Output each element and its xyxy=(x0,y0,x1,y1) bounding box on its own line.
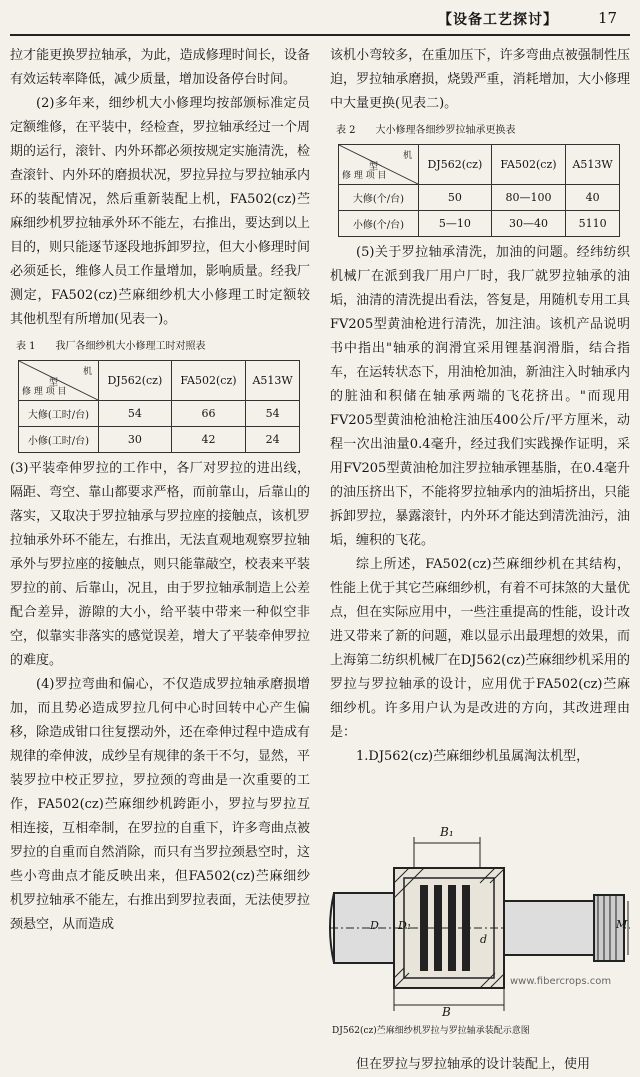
right-column xyxy=(330,44,630,1072)
column-header: DJ562(cz) xyxy=(419,145,492,185)
page-number: 17 xyxy=(598,9,618,27)
corner-label-top: 机 xyxy=(82,367,92,377)
row-label: 大修(个/台) xyxy=(339,185,419,211)
table-row xyxy=(339,211,620,237)
table-cell: 54 xyxy=(99,401,172,427)
table-row xyxy=(19,427,300,453)
label-b: B xyxy=(442,1005,451,1019)
label-d-small: d xyxy=(480,933,488,946)
table-2-caption: 表 2 大小修理各细纱罗拉轴承更换表 xyxy=(336,125,516,136)
table-2-corner-cell xyxy=(339,145,419,185)
left-paragraph-1: 拉才能更换罗拉轴承，为此，造成修理时间长，设备有效运转率降低，减少质量，增加设备停台时间。 xyxy=(10,48,310,87)
table-cell: 24 xyxy=(246,427,300,453)
table-cell: 5—10 xyxy=(419,211,492,237)
column-header: FA502(cz) xyxy=(171,361,246,401)
table-cell: 80—100 xyxy=(491,185,566,211)
right-paragraph-2: (5)关于罗拉轴承清洗，加油的问题。经纬纺织机械厂在派到我厂用户厂时，我厂就罗拉轴承的油垢，油清的清洗提出看法，答复是，用随机专用工具FV205型黄油枪进行清洗，加注油。该机产品说明书中指出"轴承的润滑宜采用锂基润滑脂，结合指车，在运转状态下，用油枪加油，新油注入时轴承内的脏油和积储在轴承两端的飞花挤出。"而现用FV205型黄油枪油枪注油压400公斤/平方厘米，动程一次出油量0.4毫升，经过我们实践操作证明，采用FV205型黄油枪加注罗拉轴承锂基脂，在0.4毫升的油压挤出下，不能将罗拉轴承内的油垢挤出，只能拆卸罗拉，暴露滚针，内外环才能达到清洗油污，油垢，缠积的飞花。 xyxy=(330,245,630,548)
header-rule xyxy=(10,34,630,36)
right-paragraph-3: 综上所述，FA502(cz)苎麻细纱机在其结构，性能上优于其它苎麻细纱机，有着不可抹煞的大量优点，但在实际应用中，一些注重提高的性能，设计改进又带来了新的问题，难以显示出最理想的效果，而上海第二纺织机械厂在DJ562(cz)苎麻细纱机采用的罗拉与罗拉轴承的设计，应用优于FA502(cz)苎麻细纱机。许多用户认为是改进的方向，其改进理由是： xyxy=(330,557,630,740)
table-cell: 42 xyxy=(171,427,246,453)
table-cell: 66 xyxy=(171,401,246,427)
table-1-corner-cell xyxy=(19,361,99,401)
row-label: 大修(工时/台) xyxy=(19,401,99,427)
label-d1: D₁ xyxy=(398,919,412,932)
corner-label-bottom: 修 理 项 目 xyxy=(22,387,67,397)
column-header: FA502(cz) xyxy=(491,145,566,185)
column-header: A513W xyxy=(566,145,620,185)
corner-label-mid: 型 xyxy=(369,162,379,172)
table-cell: 30 xyxy=(99,427,172,453)
table-row xyxy=(339,185,620,211)
corner-label-top: 机 xyxy=(402,151,412,161)
table-1 xyxy=(18,360,300,453)
corner-label-bottom: 修 理 项 目 xyxy=(342,171,387,181)
table-cell: 5110 xyxy=(566,211,620,237)
figure-caption: DJ562(cz)苎麻细纱机罗拉与罗拉轴承装配示意图 xyxy=(332,1026,530,1036)
right-paragraph-4: 1.DJ562(cz)苎麻细纱机虽属淘汰机型， xyxy=(356,749,590,764)
label-b1: B₁ xyxy=(440,825,454,839)
column-header: A513W xyxy=(246,361,300,401)
left-paragraph-2: (2)多年来，细纱机大小修理均按部颁标准定员定额维修，在平装中，经检查，罗拉轴承经过一个周期的运行，滚针、内外环都必须按规定实施清洗，检查滚针、内外环的磨损状况，罗拉异拉与罗拉轴承内环的装配情况，然后重新装配上机，FA502(cz)苎麻细纱机罗拉轴承外环不能左，右推出，要达到以上目的，则只能逐节逐段地拆卸罗拉，但大小修理时间必须延长，维修人员工作量增加，影响质量。经我厂测定，FA502(cz)苎麻细纱机大小修理工时定额较其他机型有所增加(见表一)。 xyxy=(10,96,310,327)
corner-label-mid: 型 xyxy=(49,378,59,388)
section-title: 【设备工艺探讨】 xyxy=(438,12,558,28)
right-paragraph-1: 该机小弯较多，在重加压下，许多弯曲点被强制性压迫，罗拉轴承磨损，烧毁严重，消耗增加，大小修理中大量更换(见表二)。 xyxy=(330,48,630,111)
table-cell: 40 xyxy=(566,185,620,211)
label-m: M xyxy=(616,918,628,931)
left-paragraph-3: (3)平装牵伸罗拉的工作中，各厂对罗拉的进出线，隔距、弯空、靠山都要求严格，而前靠山，后靠山的落实，又取决于罗拉轴承与罗拉座的接触点，该机罗拉轴承外环不能左，右推出，无法直观地观察罗拉轴承外与罗拉座的接触点，则只能靠敲空，校表来平装罗拉的前、后靠山，况且，由于罗拉轴承制造上公差配合差异，游隙的大小，给平装中带来一种似空非空，似靠实非落实的感觉误差，增大了平装牵伸罗拉的难度。 xyxy=(10,461,310,668)
row-label: 小修(工时/台) xyxy=(19,427,99,453)
table-cell: 50 xyxy=(419,185,492,211)
page-header xyxy=(0,6,640,30)
right-paragraph-5: 但在罗拉与罗拉轴承的设计装配上，使用 xyxy=(356,1057,591,1072)
table-cell: 30—40 xyxy=(491,211,566,237)
table-1-header-row xyxy=(19,361,300,401)
left-paragraph-4: (4)罗拉弯曲和偏心，不仅造成罗拉轴承磨损增加，而且势必造成罗拉几何中心时回转中心产生偏移，除造成钳口往复摆动外，还在牵伸过程中造成有规律的牵伸波，成纱呈有规律的条干不匀，显然，平装罗拉中校正罗拉，罗拉颈的弯曲是一次重要的工作，FA502(cz)苎麻细纱机跨距小，罗拉与罗拉互相连接，互相牵制，在罗拉的自重下，许多弯曲点被罗拉的自重而自然消除，而只有当罗拉颈悬空时，这些小弯曲点才能反映出来，但FA502(cz)苎麻细纱机罗拉轴承不能左，右推出到罗拉表面，无法使罗拉颈悬空，从而造成 xyxy=(10,677,310,932)
table-cell: 54 xyxy=(246,401,300,427)
table-1-caption: 表 1 我厂各细纱机大小修理工时对照表 xyxy=(16,341,206,352)
table-row xyxy=(19,401,300,427)
roller-bearing-figure xyxy=(330,773,630,1053)
left-column xyxy=(10,44,310,994)
watermark-text: www.fibercrops.com xyxy=(510,976,612,987)
row-label: 小修(个/台) xyxy=(339,211,419,237)
column-header: DJ562(cz) xyxy=(99,361,172,401)
table-2 xyxy=(338,144,620,237)
label-d: D xyxy=(370,919,379,932)
table-2-header-row xyxy=(339,145,620,185)
